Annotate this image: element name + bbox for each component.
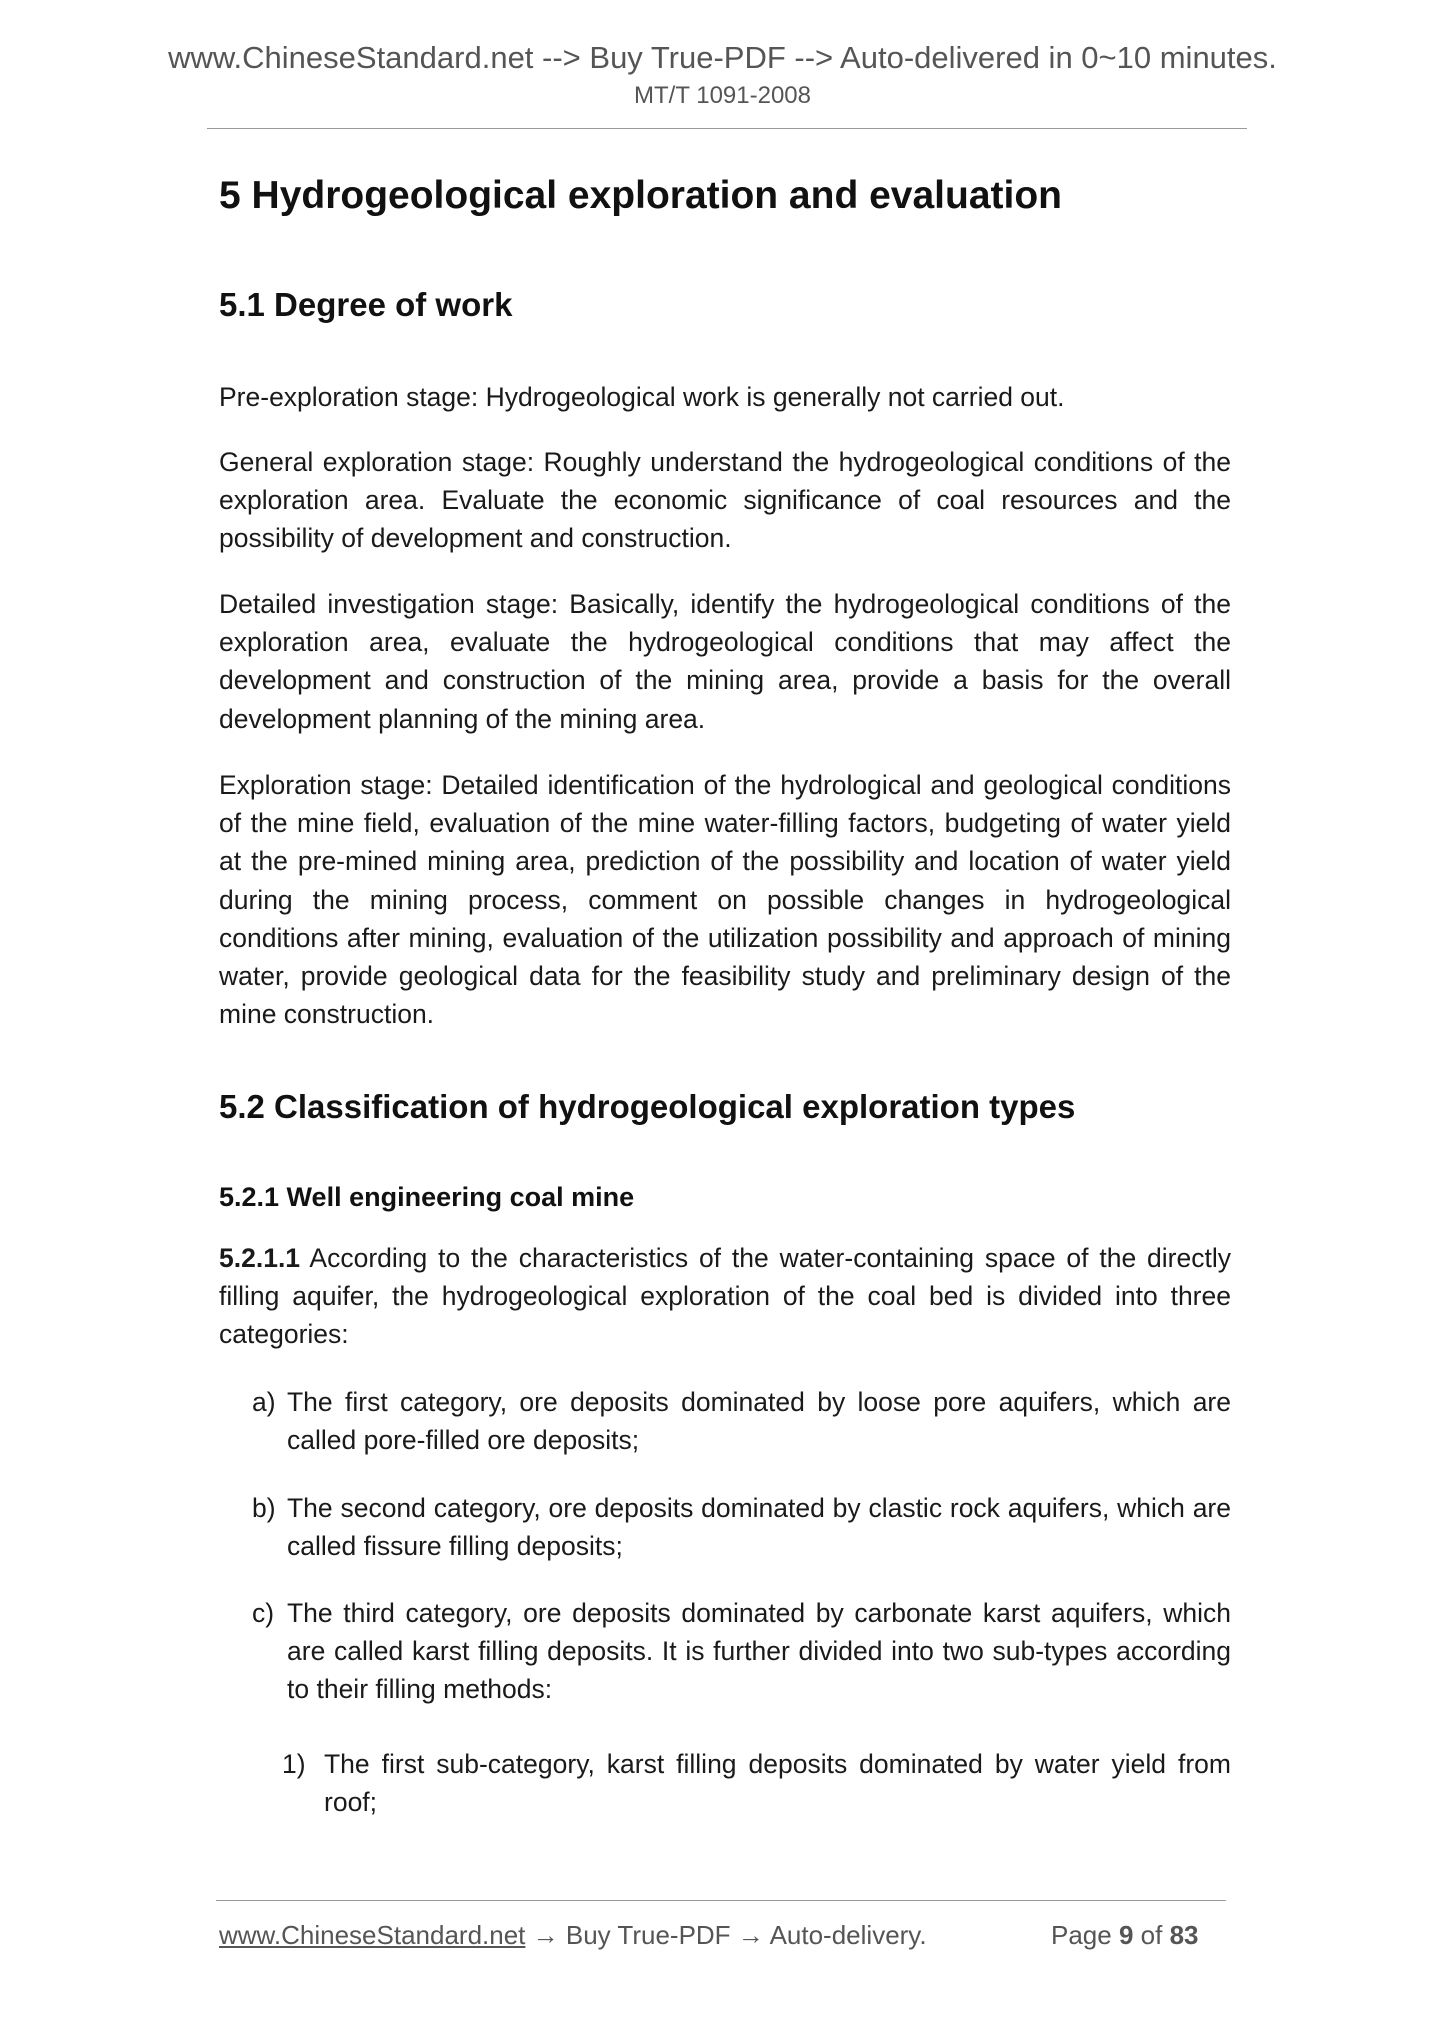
page-indicator <box>1051 1920 1199 1951</box>
section-5-heading: 5 Hydrogeological exploration and evaluation <box>219 174 1062 217</box>
footer-promo-text: → Buy True-PDF → Auto-delivery. <box>525 1920 927 1950</box>
list-marker: 1) <box>282 1749 306 1779</box>
document-code: MT/T 1091-2008 <box>634 82 811 109</box>
list-item-text: The first category, ore deposits dominated by loose pore aquifers, which are called pore-filled ore deposits; <box>287 1387 1231 1456</box>
list-marker: c) <box>252 1598 275 1628</box>
header-divider <box>207 128 1247 129</box>
section-5-2-heading: 5.2 Classification of hydrogeological exploration types <box>219 1088 1076 1125</box>
list-item-text: The first sub-category, karst filling deposits dominated by water yield from roof; <box>324 1749 1231 1818</box>
sub-list-item-1 <box>282 1745 1231 1821</box>
page-word: Page <box>1051 1920 1112 1950</box>
list-item-c <box>252 1594 1231 1709</box>
page-total: 83 <box>1169 1920 1199 1950</box>
paragraph-detailed-investigation: Detailed investigation stage: Basically, identify the hydrogeological conditions of the exploration area, evaluate the hydrogeological conditions that may affect the development and construction of the mining area, provide a basis for the overall development planning of the mining area. <box>219 589 1231 734</box>
list-item-text: The third category, ore deposits dominated by carbonate karst aquifers, which are called karst filling deposits. It is further divided into two sub-types according to their filling methods: <box>287 1598 1231 1705</box>
list-marker: b) <box>252 1493 276 1523</box>
list-item-b <box>252 1489 1231 1565</box>
paragraph-general-exploration: General exploration stage: Roughly understand the hydrogeological conditions of the exploration area. Evaluate the economic significance of coal resources and the possibility of development and construction. <box>219 447 1231 554</box>
footer-site-link[interactable]: www.ChineseStandard.net <box>219 1920 526 1950</box>
paragraph-exploration-stage: Exploration stage: Detailed identification of the hydrological and geological conditions of the mine field, evaluation of the mine water-filling factors, budgeting of water yield at the pre-mined mining area, prediction of the possibility and location of water yield during the mining process, comment on possible changes in hydrogeological conditions after mining, evaluation of the utilization possibility and approach of mining water, provide geological data for the feasibility study and preliminary design of the mine construction. <box>219 770 1231 1030</box>
clause-5-2-1-1 <box>219 1239 1231 1354</box>
section-5-1-heading: 5.1 Degree of work <box>219 286 513 323</box>
section-5-2-1-heading: 5.2.1 Well engineering coal mine <box>219 1182 635 1212</box>
page-number: 9 <box>1118 1920 1134 1950</box>
footer-promo <box>219 1920 927 1951</box>
list-item-text: The second category, ore deposits dominated by clastic rock aquifers, which are called fissure filling deposits; <box>287 1493 1231 1562</box>
list-marker: a) <box>252 1387 276 1417</box>
list-item-a <box>252 1383 1231 1459</box>
paragraph-pre-exploration: Pre-exploration stage: Hydrogeological work is generally not carried out. <box>219 382 1065 412</box>
header-banner: www.ChineseStandard.net --> Buy True-PDF --> Auto-delivered in 0~10 minutes. <box>168 40 1277 75</box>
of-word: of <box>1140 1920 1163 1950</box>
clause-number: 5.2.1.1 <box>219 1243 301 1273</box>
clause-text: According to the characteristics of the water-containing space of the directly filling aquifer, the hydrogeological exploration of the coal bed is divided into three categories: <box>219 1243 1231 1350</box>
footer-divider <box>216 1900 1226 1901</box>
